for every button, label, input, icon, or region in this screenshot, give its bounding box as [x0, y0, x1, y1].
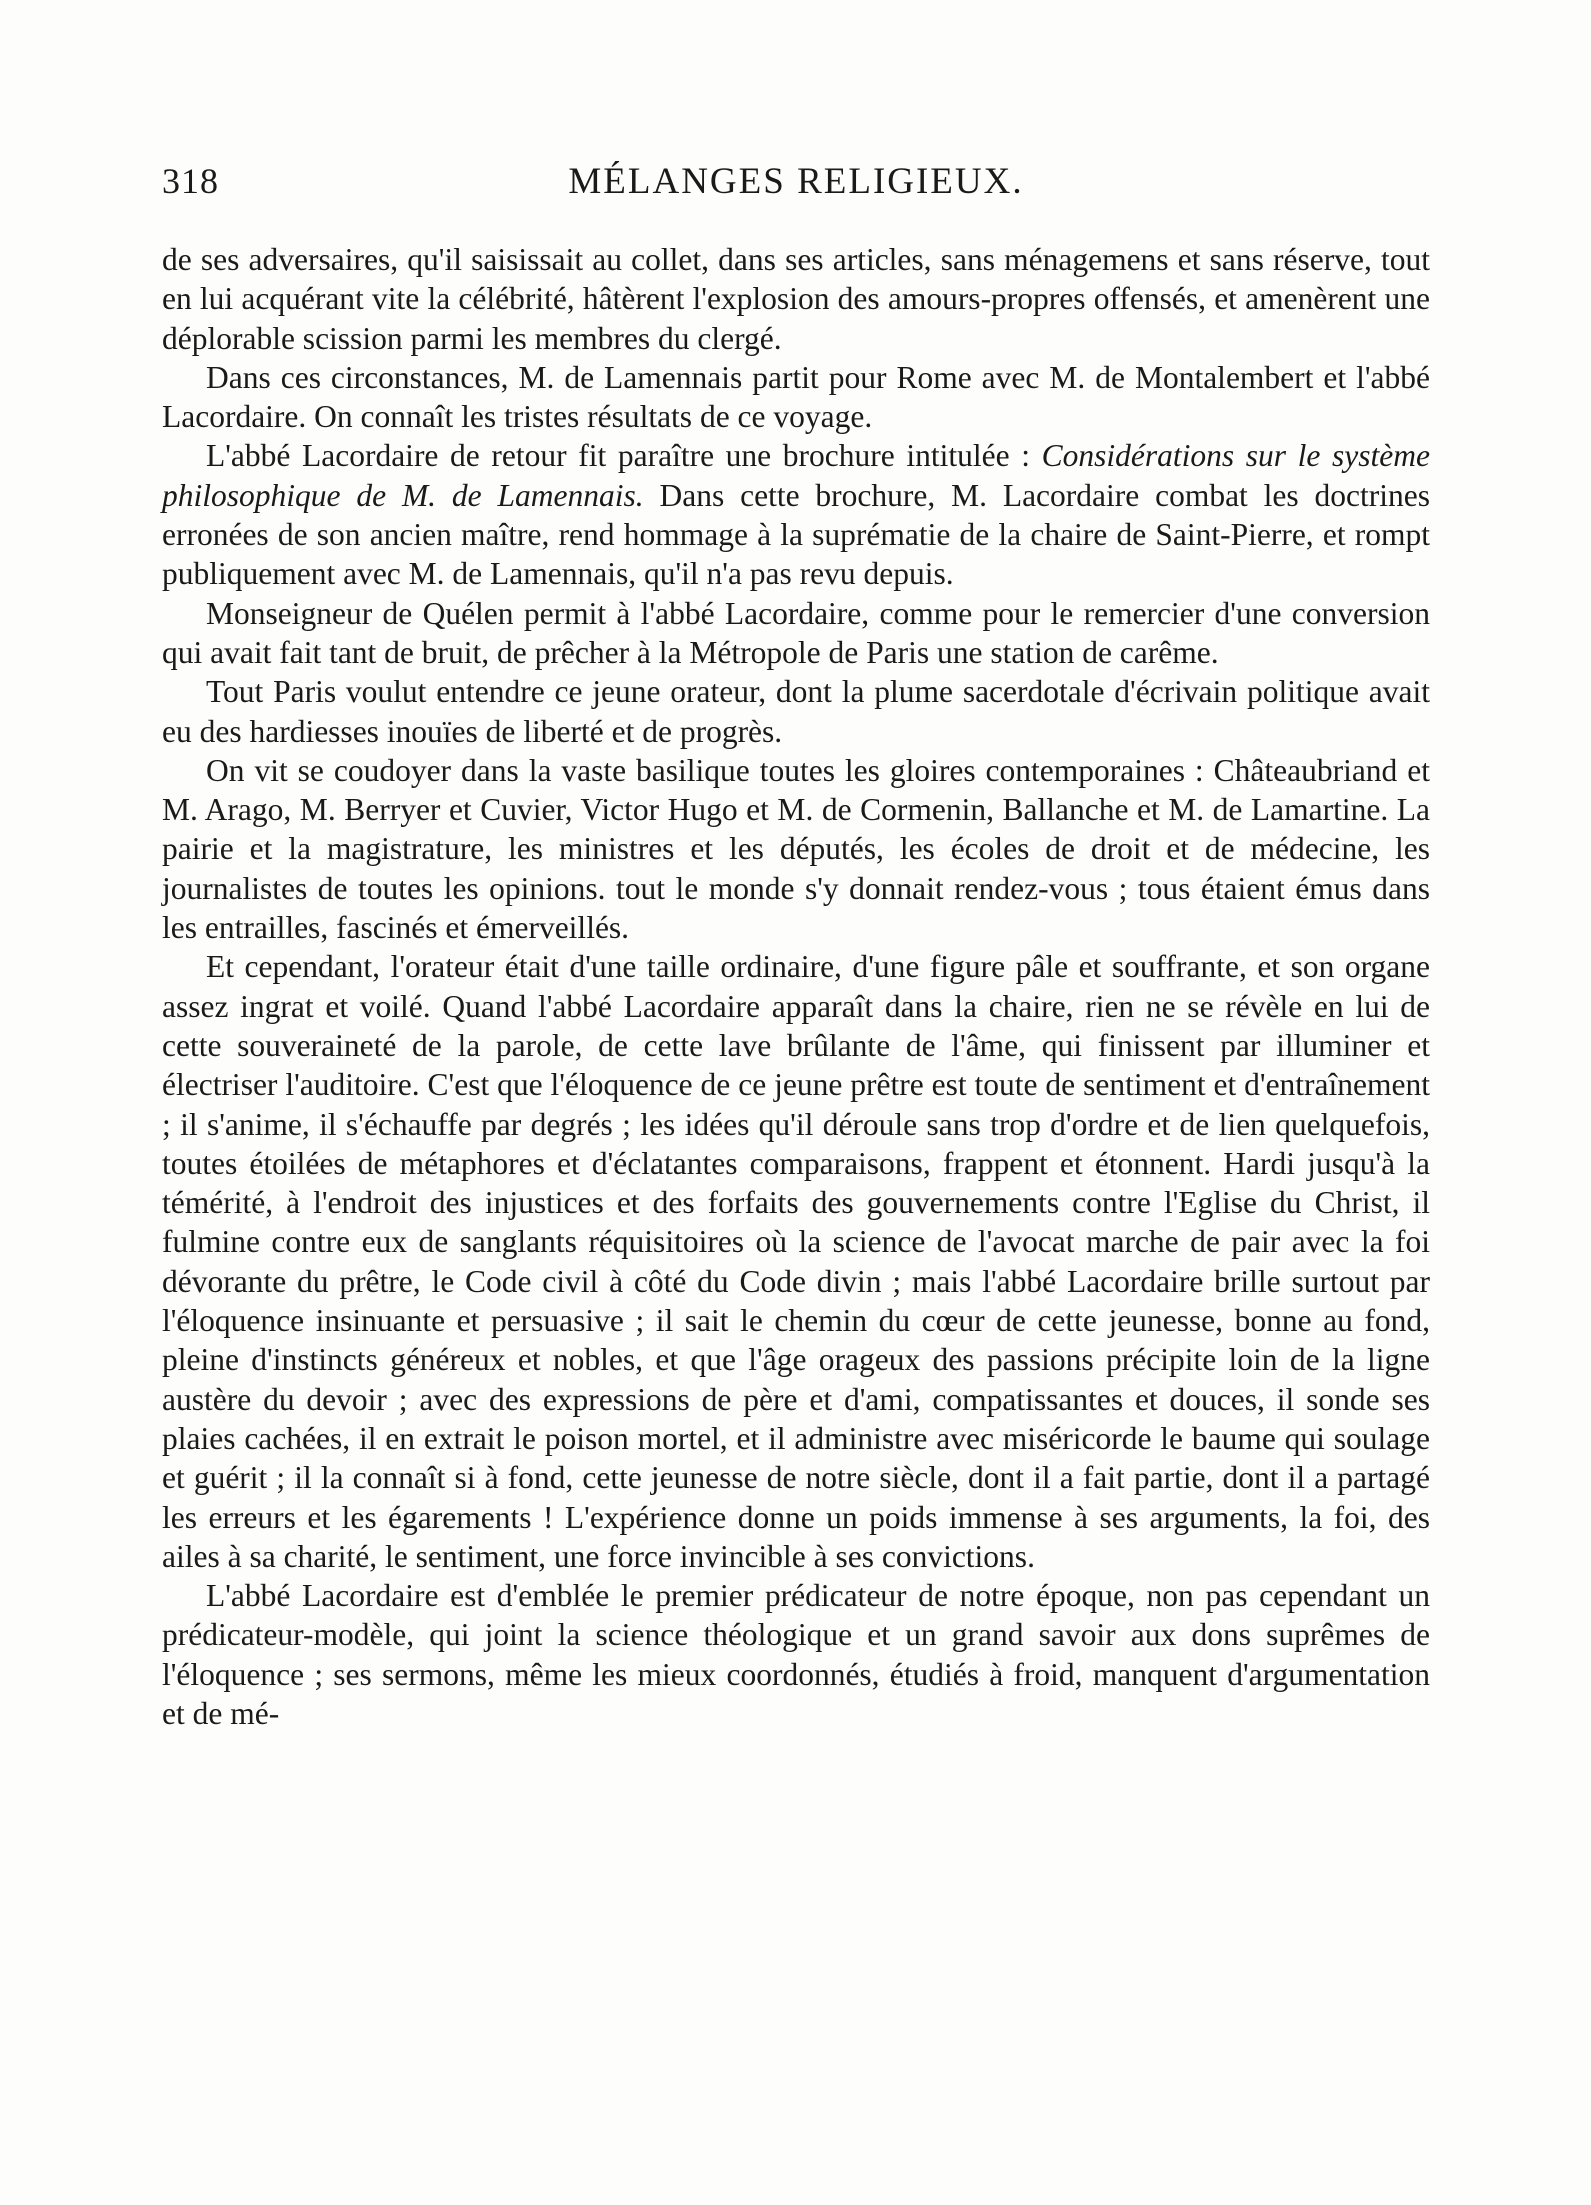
- paragraph: Tout Paris voulut entendre ce jeune orateur, dont la plume sacerdotale d'écrivain politique avait eu des hardiesses inouïes de liberté et de progrès.: [162, 674, 1430, 749]
- paragraph: L'abbé Lacordaire est d'emblée le premier prédicateur de notre époque, non pas cependant un prédicateur-modèle, qui joint la science théologique et un grand savoir aux dons suprêmes de l'éloquence ; ses sermons, même les mieux coordonnés, étudiés à froid, manquent d'argumentation et de mé-: [162, 1578, 1430, 1731]
- page-number: 318: [162, 161, 219, 201]
- paragraph: Dans ces circonstances, M. de Lamennais partit pour Rome avec M. de Montalembert et l'abbé Lacordaire. On connaît les tristes résultats de ce voyage.: [162, 359, 1430, 435]
- running-title: MÉLANGES RELIGIEUX.: [568, 161, 1024, 202]
- paragraph: [162, 436, 1430, 593]
- paragraph: On vit se coudoyer dans la vaste basilique toutes les gloires contemporaines : Châteaubriand et M. Arago, M. Berryer et Cuvier, Victor Hugo et M. de Cormenin, Ballanche et M. de Lamartine. La pairie et la magistrature, les ministres et les députés, les écoles de droit et de médecine, les journalistes de toutes les opinions. tout le monde s'y donnait rendez-vous ; tous étaient émus dans les entrailles, fascinés et émerveillés.: [162, 752, 1430, 946]
- paragraph-text: L'abbé Lacordaire de retour fit paraître une brochure intitulée :: [206, 438, 1042, 474]
- brochure-title: Considérations sur le système philosophique de M. de Lamennais.: [162, 438, 1430, 513]
- body-text: [162, 240, 1430, 1733]
- paragraph-text: Dans cette brochure, M. Lacordaire combat les doctrines erronées de son ancien maître, rend hommage à la suprématie de la chaire de Saint-Pierre, et rompt publiquement avec M. de Lamennais, qu'il n'a pas revu depuis.: [162, 477, 1430, 592]
- paragraph: Et cependant, l'orateur était d'une taille ordinaire, d'une figure pâle et souffrante, et son organe assez ingrat et voilé. Quand l'abbé Lacordaire apparaît dans la chaire, rien ne se révèle en lui de cette souveraineté de la parole, de cette lave brûlante de l'âme, qui finissent par illuminer et électriser l'auditoire. C'est que l'éloquence de ce jeune prêtre est toute de sentiment et d'entraînement ; il s'anime, il s'échauffe par degrés ; les idées qu'il déroule sans trop d'ordre et de lien quelquefois, toutes étoilées de métaphores et d'éclatantes comparaisons, frappent et étonnent. Hardi jusqu'à la témérité, à l'endroit des injustices et des forfaits des gouvernements contre l'Eglise du Christ, il fulmine contre eux de sanglants réquisitoires où la science de l'avocat marche de pair avec la foi dévorante du prêtre, le Code civil à côté du Code divin ; mais l'abbé Lacordaire brille surtout par l'éloquence insinuante et persuasive ; il sait le chemin du cœur de cette jeunesse, bonne au fond, pleine d'instincts généreux et nobles, et que l'âge orageux des passions précipite loin de la ligne austère du devoir ; avec des expressions de père et d'ami, compatissantes et douces, il sonde ses plaies cachées, il en extrait le poison mortel, et il administre avec miséricorde le baume qui soulage et guérit ; il la connaît si à fond, cette jeunesse de notre siècle, dont il a fait partie, dont il a partagé les erreurs et les égarements ! L'expérience donne un poids immense à ses arguments, la foi, des ailes à sa charité, le sentiment, une force invincible à ses convictions.: [162, 949, 1430, 1574]
- page-header: [162, 160, 1430, 210]
- paragraph: Monseigneur de Quélen permit à l'abbé Lacordaire, comme pour le remercier d'une conversion qui avait fait tant de bruit, de prêcher à la Métropole de Paris une station de carême.: [162, 595, 1430, 670]
- paragraph-continued: de ses adversaires, qu'il saisissait au collet, dans ses articles, sans ménagemens et sans réserve, tout en lui acquérant vite la célébrité, hâtèrent l'explosion des amours-propres offensés, et amenèrent une déplorable scission parmi les membres du clergé.: [162, 242, 1430, 356]
